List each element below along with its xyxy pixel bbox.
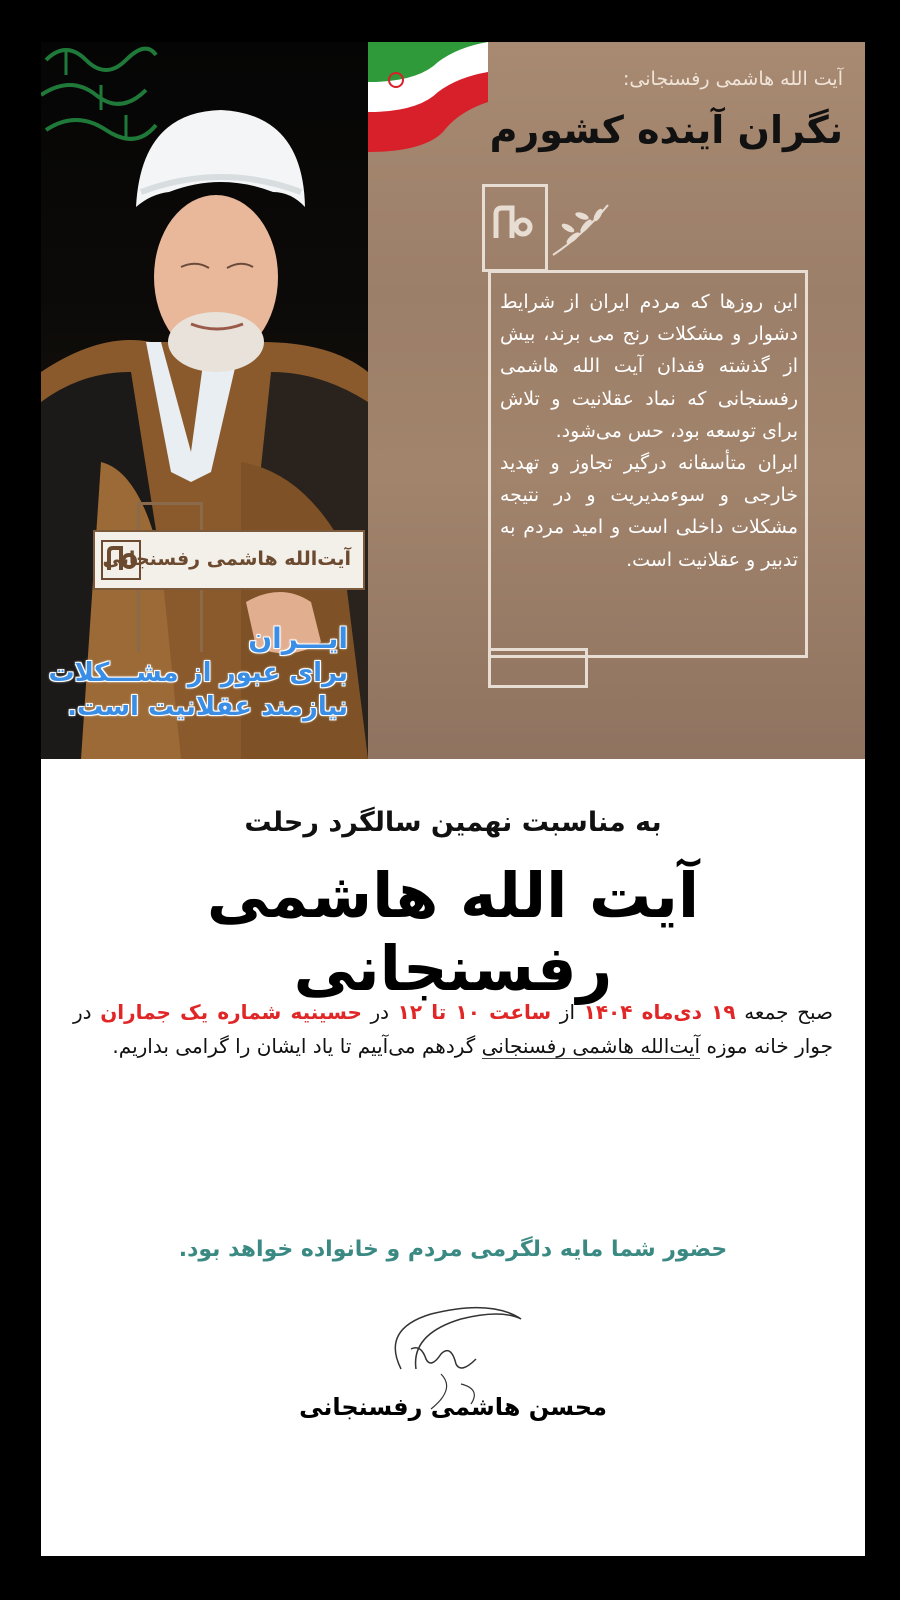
details-underlined-name: آیت‌الله هاشمی رفسنجانی (481, 1034, 701, 1058)
quote-panel (368, 42, 865, 759)
foundation-logo-icon (488, 200, 536, 248)
iran-flag-icon (368, 42, 488, 152)
occasion-heading: به مناسبت نهمین سالگرد رحلت (244, 807, 662, 838)
presence-note: حضور شما مایه دلگرمی مردم و خانواده خواهد بود. (178, 1237, 728, 1262)
branch-ornament-icon (548, 200, 618, 260)
slogan (48, 622, 348, 724)
quote-box-tab (488, 648, 588, 688)
quote-text (500, 286, 798, 576)
slogan-line-2: برای عبور از مشـــکلات (48, 658, 348, 688)
event-venue: حسینیه شماره یک جماران (100, 1000, 362, 1024)
details-text-2: از (559, 1000, 576, 1024)
details-text-5: گردهم می‌آییم تا یاد ایشان را گرامی بداریم. (112, 1034, 476, 1058)
details-text-3: در (370, 1000, 390, 1024)
quote-paragraph-1: این روزها که مردم ایران از شرایط دشوار و مشکلات رنج می برند، بیش از گذشته فقدان آیت الله هاشمی رفسنجانی که نماد عقلانیت و تلاش برای توسعه بود، حس می‌شود. (500, 291, 798, 442)
event-date: ۱۹ دی‌ماه ۱۴۰۴ (583, 1000, 736, 1024)
signer-name: محسن هاشمی رفسنجانی (299, 1393, 607, 1421)
event-details (73, 995, 833, 1063)
event-time: ساعت ۱۰ تا ۱۲ (397, 1000, 552, 1024)
quote-paragraph-2: ایران متأسفانه درگیر تجاوز و تهدید خارجی و سوءمدیریت و در نتیجه مشکلات داخلی است و امید مردم به تدبیر و عقلانیت است. (500, 452, 798, 571)
logo-plate-name: آیت‌الله هاشمی رفسنجانی (102, 548, 351, 570)
honoree-name: آیت الله هاشمی رفسنجانی (206, 859, 700, 1005)
slogan-line-3: نیازمند عقلانیت است. (67, 692, 348, 722)
quote-author: آیت الله هاشمی رفسنجانی: (623, 68, 843, 90)
details-text-1: صبح جمعه (744, 1000, 834, 1024)
portrait-panel (41, 42, 368, 759)
slogan-line-1: ایـــران (248, 622, 348, 655)
logo-plate (93, 530, 365, 590)
calligraphy-image (41, 42, 166, 160)
invitation-section (41, 759, 865, 1556)
details-text-4: در جوار خانه موزه (73, 1000, 833, 1058)
quote-title: نگران آینده کشورم (489, 108, 843, 152)
